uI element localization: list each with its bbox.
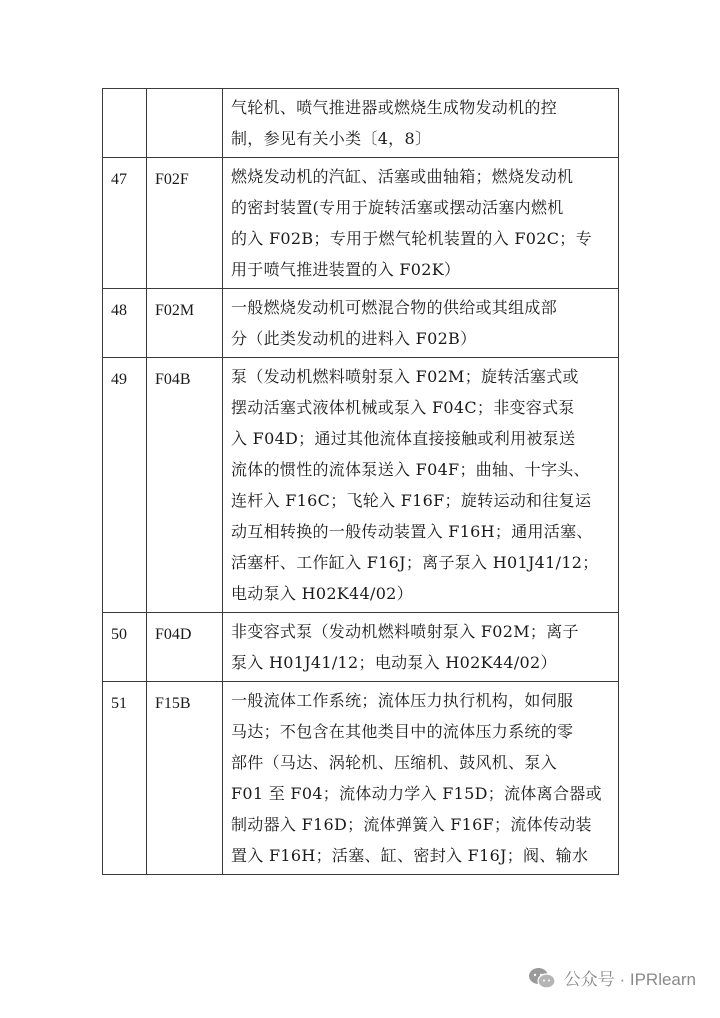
class-description: [223, 358, 619, 613]
description-line: 燃烧发动机的汽缸、活塞或曲轴箱；燃烧发动机: [231, 167, 574, 186]
description-line: 部件（马达、涡轮机、压缩机、鼓风机、泵入: [231, 753, 558, 772]
watermark: [528, 965, 696, 990]
table-row: [103, 613, 619, 682]
class-description: [223, 289, 619, 358]
class-description: [223, 158, 619, 289]
description-line: 马达；不包含在其他类目中的流体压力系统的零: [231, 722, 574, 741]
row-number: 51: [103, 682, 147, 875]
description-line: 流体的惯性的流体泵送入 F04F；曲轴、十字头、: [231, 460, 590, 479]
description-line: 电动泵入 H02K44/02）: [231, 584, 413, 603]
description-line: 非变容式泵（发动机燃料喷射泵入 F02M；离子: [231, 622, 579, 641]
row-number: [103, 89, 147, 158]
table-row: [103, 682, 619, 875]
row-number: 48: [103, 289, 147, 358]
description-line: 置入 F16H；活塞、缸、密封入 F16J；阀、输水: [231, 846, 589, 865]
description-line: 连杆入 F16C；飞轮入 F16F；旋转运动和往复运: [231, 491, 592, 510]
description-line: 分（此类发动机的进料入 F02B）: [231, 329, 477, 348]
description-line: 摆动活塞式液体机械或泵入 F04C；非变容式泵: [231, 398, 575, 417]
description-line: 入 F04D；通过其他流体直接接触或利用被泵送: [231, 429, 576, 448]
description-line: 泵（发动机燃料喷射泵入 F02M；旋转活塞式或: [231, 367, 579, 386]
description-line: F01 至 F04；流体动力学入 F15D；流体离合器或: [231, 784, 602, 803]
table-row: [103, 89, 619, 158]
table-row: [103, 289, 619, 358]
wechat-icon: [528, 966, 556, 990]
description-line: 的密封装置(专用于旋转活塞或摆动活塞内燃机: [231, 198, 564, 217]
class-description: [223, 89, 619, 158]
table-row: [103, 358, 619, 613]
class-code: F04B: [147, 358, 223, 613]
class-code: F02M: [147, 289, 223, 358]
description-line: 制动器入 F16D；流体弹簧入 F16F；流体传动装: [231, 815, 592, 834]
description-line: 气轮机、喷气推进器或燃烧生成物发动机的控: [231, 98, 558, 117]
row-number: 49: [103, 358, 147, 613]
classification-table: [102, 88, 619, 875]
class-code: F04D: [147, 613, 223, 682]
description-line: 的入 F02B；专用于燃气轮机装置的入 F02C；专: [231, 229, 592, 248]
table-row: [103, 158, 619, 289]
class-description: [223, 682, 619, 875]
row-number: 50: [103, 613, 147, 682]
table-body: [103, 89, 619, 875]
class-code: F02F: [147, 158, 223, 289]
class-code: [147, 89, 223, 158]
class-code: F15B: [147, 682, 223, 875]
description-line: 一般燃烧发动机可燃混合物的供给或其组成部: [231, 298, 558, 317]
watermark-text: 公众号 · IPRlearn: [563, 970, 696, 989]
class-description: [223, 613, 619, 682]
description-line: 制，参见有关小类〔4，8〕: [231, 129, 432, 148]
row-number: 47: [103, 158, 147, 289]
description-line: 用于喷气推进装置的入 F02K）: [231, 260, 461, 279]
description-line: 泵入 H01J41/12；电动泵入 H02K44/02）: [231, 653, 557, 672]
description-line: 一般流体工作系统；流体压力执行机构，如伺服: [231, 691, 574, 710]
description-line: 活塞杆、工作缸入 F16J；离子泵入 H01J41/12；: [231, 553, 599, 572]
description-line: 动互相转换的一般传动装置入 F16H；通用活塞、: [231, 522, 593, 541]
